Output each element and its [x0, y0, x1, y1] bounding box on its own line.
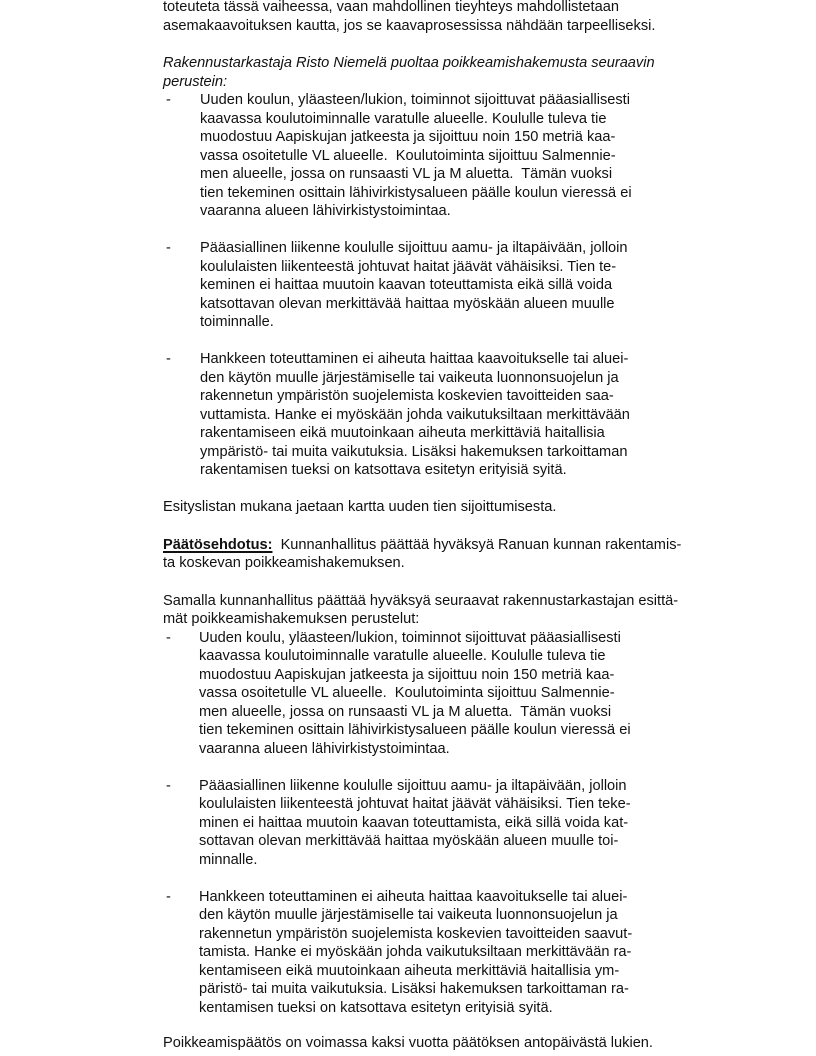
text-line: rakentamiseen eikä muutoinkaan aiheuta merkittäviä haitallisia: [200, 425, 605, 441]
text-line: mät poikkeamishakemuksen perustelut:: [163, 611, 420, 627]
text-line: kentamiseen eikä muutoinkaan aiheuta merkittäviä haitallisia ym-: [199, 962, 620, 979]
text-line: vassa osoitetulle VL alueelle. Koulutoiminta sijoittuu Salmennie-: [200, 147, 616, 164]
list-dash: -: [166, 92, 171, 108]
text-line: rakennetun ympäristön suojelemista koskevien tavoitteiden saavut-: [199, 925, 633, 942]
text-line: muodostuu Aapiskujan jatkeesta ja sijoittuu noin 150 metriä kaa-: [199, 666, 615, 683]
proposal-text: Kunnanhallitus päättää hyväksyä Ranuan kunnan rakentamis-: [272, 536, 682, 553]
text-line: muodostuu Aapiskujan jatkeesta ja sijoittuu noin 150 metriä kaa-: [200, 129, 616, 145]
text-line: vaaranna alueen lähivirkistystoimintaa.: [200, 203, 451, 219]
text-line: minen ei haittaa muutoin kaavan toteuttamista, eikä sillä voida kat-: [199, 814, 629, 831]
text-line: men alueelle, jossa on runsaasti VL ja M aluetta. Tämän vuoksi: [199, 703, 612, 720]
text-line: toiminnalle.: [200, 314, 274, 330]
list-dash: -: [166, 351, 171, 367]
text-line: koululaisten liikenteestä johtuvat haitat jäävät vähäisiksi. Tien teke-: [199, 796, 631, 812]
list-dash: -: [166, 629, 171, 646]
text-line: rakennetun ympäristön suojelemista koskevien tavoitteiden saa-: [200, 388, 614, 404]
text-line: keminen ei haittaa muutoin kaavan toteuttamista eikä sillä voida: [200, 277, 613, 293]
text-line: den käytön muulle järjestämiselle tai vaikeuta luonnonsuojelun ja: [200, 369, 619, 386]
text-line: minnalle.: [199, 851, 258, 868]
text-line: ympäristö- tai muita vaikutuksia. Lisäksi hakemuksen tarkoittaman: [200, 443, 628, 460]
text-line: vassa osoitetulle VL alueelle. Koulutoiminta sijoittuu Salmennie-: [199, 685, 615, 701]
text-line: Uuden koulun, yläasteen/lukion, toiminnot sijoittuvat pääasiallisesti: [200, 92, 630, 108]
text-line: perustein:: [163, 73, 228, 90]
text-line: Hankkeen toteuttaminen ei aiheuta haittaa kaavoitukselle tai aluei-: [199, 888, 628, 905]
text-line: ta koskevan poikkeamishakemuksen.: [163, 555, 405, 571]
text-line: [163, 536, 681, 555]
map-note: Esityslistan mukana jaetaan kartta uuden tien sijoittumisesta.: [163, 499, 557, 515]
text-line: rakentamisen tueksi on katsottava esitetyn erityisiä syitä.: [200, 462, 567, 478]
text-line: Uuden koulu, yläasteen/lukion, toiminnot sijoittuvat pääasiallisesti: [199, 629, 621, 646]
text-line: päristö- tai muita vaikutuksia. Lisäksi hakemuksen tarkoittaman ra-: [199, 981, 629, 997]
text-line: Hankkeen toteuttaminen ei aiheuta haittaa kaavoitukselle tai aluei-: [200, 351, 629, 367]
text-line: koululaisten liikenteestä johtuvat haitat jäävät vähäisiksi. Tien te-: [200, 258, 617, 275]
text-line: vuttamista. Hanke ei myöskään johda vaikutuksiltaan merkittävään: [200, 406, 630, 423]
text-line: toteuteta tässä vaiheessa, vaan mahdollinen tieyhteys mahdollistetaan: [163, 0, 619, 15]
text-line: kaavassa koulutoiminnalle varatulle alueelle. Koululle tuleva tie: [200, 110, 607, 127]
proposal-label: Päätösehdotus:: [163, 536, 273, 553]
text-line: tien tekeminen osittain lähivirkistysalueen päälle koulun vieressä ei: [200, 184, 632, 201]
text-line: men alueelle, jossa on runsaasti VL ja M aluetta. Tämän vuoksi: [200, 166, 613, 182]
text-line: den käytön muulle järjestämiselle tai vaikeuta luonnonsuojelun ja: [199, 907, 618, 923]
text-line: kaavassa koulutoiminnalle varatulle alueelle. Koululle tuleva tie: [199, 648, 606, 664]
text-line: kentamisen tueksi on katsottava esitetyn erityisiä syitä.: [199, 999, 553, 1016]
text-line: Pääasiallinen liikenne koululle sijoittuu aamu- ja iltapäivään, jolloin: [199, 777, 627, 794]
text-line: vaaranna alueen lähivirkistystoimintaa.: [199, 740, 450, 757]
list-dash: -: [166, 888, 171, 905]
list-dash: -: [166, 240, 171, 256]
list-dash: -: [166, 777, 171, 794]
text-line: tien tekeminen osittain lähivirkistysalueen päälle koulun vieressä ei: [199, 722, 631, 738]
text-line: sottavan olevan merkittävää haittaa myöskään alueen muulle toi-: [199, 833, 619, 849]
validity-note: Poikkeamispäätös on voimassa kaksi vuotta päätöksen antopäivästä lukien.: [163, 1035, 653, 1051]
text-line: tamista. Hanke ei myöskään johda vaikutuksiltaan merkittävään ra-: [199, 944, 632, 960]
text-line: Samalla kunnanhallitus päättää hyväksyä seuraavat rakennustarkastajan esittä-: [163, 592, 679, 609]
text-line: Pääasiallinen liikenne koululle sijoittuu aamu- ja iltapäivään, jolloin: [200, 240, 628, 256]
text-line: Rakennustarkastaja Risto Niemelä puoltaa poikkeamishakemusta seuraavin: [163, 55, 655, 71]
text-line: katsottavan olevan merkittävää haittaa myöskään alueen muulle: [200, 295, 615, 312]
text-line: asemakaavoituksen kautta, jos se kaavaprosessissa nähdään tarpeelliseksi.: [163, 17, 656, 34]
